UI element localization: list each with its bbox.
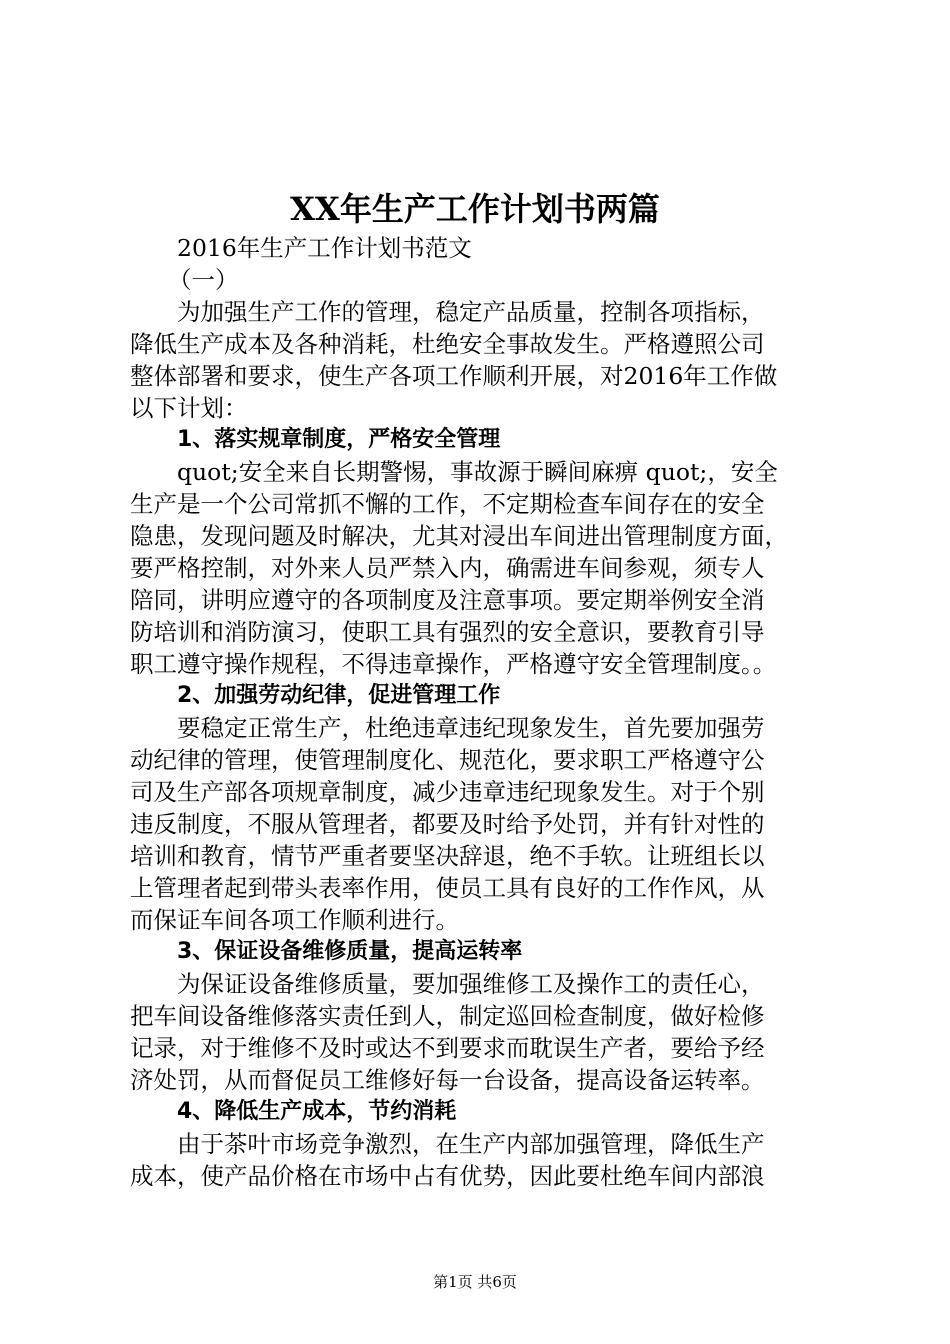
text-line: 职工遵守操作规程，不得违章操作，严格遵守安全管理制度。。 <box>130 650 777 678</box>
text-line: 违反制度，不服从管理者，都要及时给予处罚，并有针对性的 <box>130 810 765 838</box>
subtitle: 2016年生产工作计划书范文 <box>177 234 472 262</box>
page-footer: 第1页 共6页 <box>433 1273 517 1291</box>
text-line: 动纪律的管理，使管理制度化、规范化，要求职工严格遵守公 <box>130 746 765 774</box>
text-line: 整体部署和要求，使生产各项工作顺利开展，对2016年工作做 <box>130 362 778 390</box>
text-line: 而保证车间各项工作顺利进行。 <box>130 906 459 934</box>
text-line: 为加强生产工作的管理，稳定产品质量，控制各项指标， <box>177 298 765 326</box>
text-line: 要稳定正常生产，杜绝违章违纪现象发生，首先要加强劳 <box>177 714 765 742</box>
text-line: 降低生产成本及各种消耗，杜绝安全事故发生。严格遵照公司 <box>130 330 765 358</box>
text-line: 成本，使产品价格在市场中占有优势，因此要杜绝车间内部浪 <box>130 1162 765 1190</box>
text-line: quot;安全来自长期警惕，事故源于瞬间麻痹 quot;，安全 <box>177 458 778 486</box>
text-line: 上管理者起到带头表率作用，使员工具有良好的工作作风，从 <box>130 874 765 902</box>
paragraph-lines <box>130 296 830 1192</box>
section-heading: 1、落实规章制度，严格安全管理 <box>177 427 501 452</box>
text-line: 隐患，发现问题及时解决，尤其对浸出车间进出管理制度方面， <box>130 522 788 550</box>
page-title: XX年生产工作计划书两篇 <box>290 190 660 228</box>
section-heading: 3、保证设备维修质量，提高运转率 <box>177 939 523 964</box>
text-line: 防培训和消防演习，使职工具有强烈的安全意识，要教育引导 <box>130 618 765 646</box>
text-line: 以下计划： <box>130 394 248 422</box>
text-line: 为保证设备维修质量，要加强维修工及操作工的责任心， <box>177 970 765 998</box>
text-line: 记录，对于维修不及时或达不到要求而耽误生产者，要给予经 <box>130 1034 765 1062</box>
text-line: 把车间设备维修落实责任到人，制定巡回检查制度，做好检修 <box>130 1002 765 1030</box>
text-line: 由于茶叶市场竞争激烈，在生产内部加强管理，降低生产 <box>177 1130 765 1158</box>
document-body <box>130 232 830 1192</box>
section-heading: 2、加强劳动纪律，促进管理工作 <box>177 683 501 708</box>
text-line: 培训和教育，情节严重者要坚决辞退，绝不手软。让班组长以 <box>130 842 765 870</box>
text-line: 要严格控制，对外来人员严禁入内，确需进车间参观，须专人 <box>130 554 765 582</box>
text-line: 陪同，讲明应遵守的各项制度及注意事项。要定期举例安全消 <box>130 586 765 614</box>
text-line: 司及生产部各项规章制度，减少违章违纪现象发生。对于个别 <box>130 778 765 806</box>
text-line: 生产是一个公司常抓不懈的工作，不定期检查车间存在的安全 <box>130 490 765 518</box>
text-line: 济处罚，从而督促员工维修好每一台设备，提高设备运转率。 <box>130 1066 765 1094</box>
part-label: （一） <box>168 266 239 294</box>
section-heading: 4、降低生产成本，节约消耗 <box>177 1099 457 1124</box>
